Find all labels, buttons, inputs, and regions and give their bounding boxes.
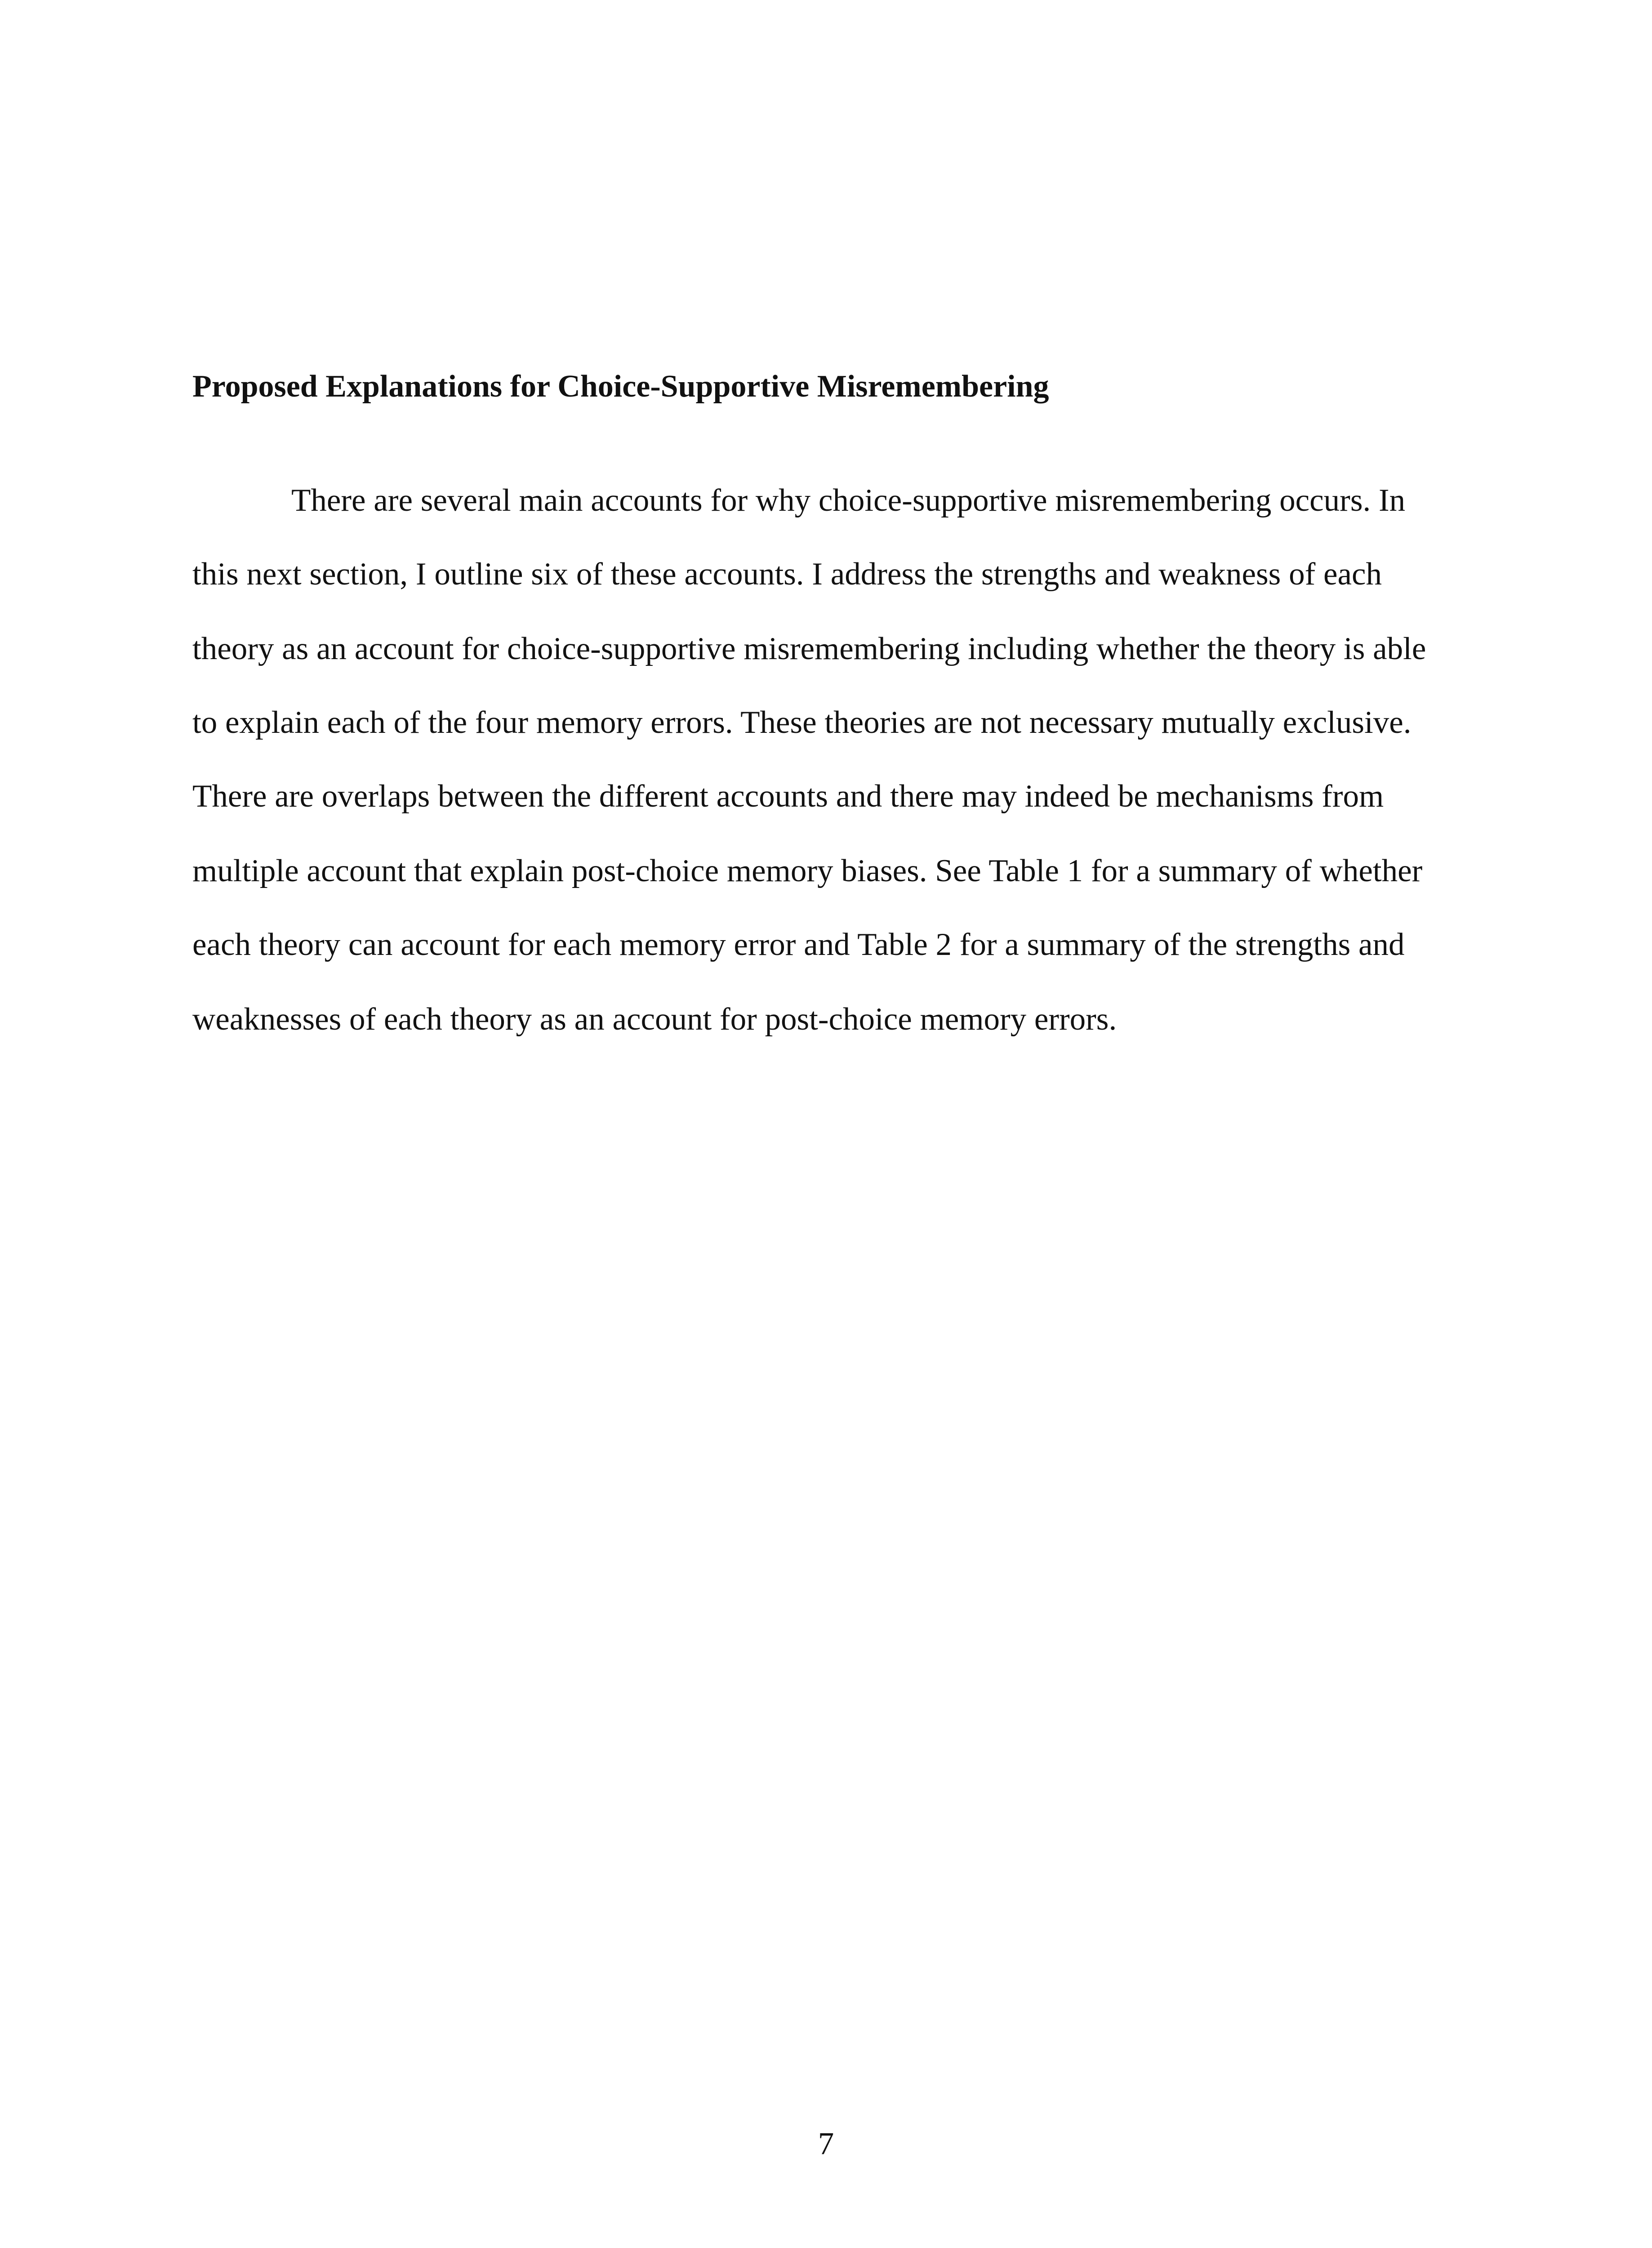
paragraph-line: weaknesses of each theory as an account for post-choice memory errors. <box>192 1002 1117 1037</box>
paragraph-line: multiple account that explain post-choice memory biases. See Table 1 for a summary of whether <box>192 853 1423 888</box>
paragraph-line: There are overlaps between the different accounts and there may indeed be mechanisms from <box>192 779 1384 814</box>
paragraph-line: each theory can account for each memory error and Table 2 for a summary of the strengths and <box>192 927 1405 962</box>
paragraph-line: There are several main accounts for why choice-supportive misremembering occurs. In <box>291 483 1406 518</box>
page-number: 7 <box>818 2126 834 2161</box>
section-heading: Proposed Explanations for Choice-Supportive Misremembering <box>192 369 1049 404</box>
paragraph-line: this next section, I outline six of these accounts. I address the strengths and weakness of each <box>192 557 1382 592</box>
paragraph-line: theory as an account for choice-supportive misremembering including whether the theory is able <box>192 631 1426 666</box>
paragraph-line: to explain each of the four memory errors. These theories are not necessary mutually exclusive. <box>192 705 1412 740</box>
